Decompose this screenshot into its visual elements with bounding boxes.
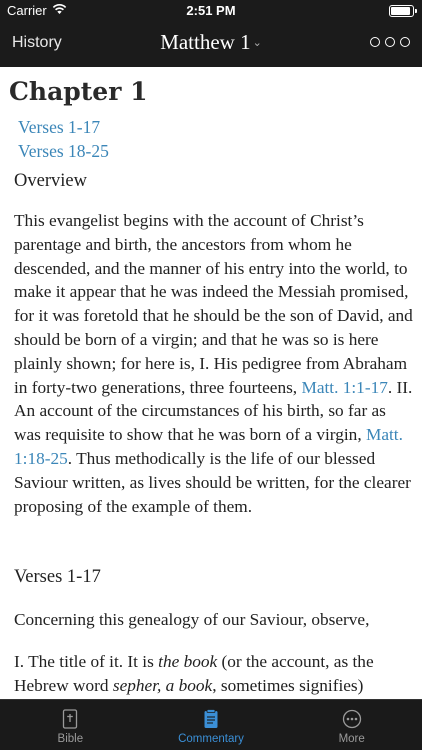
navigation-bar [0,22,422,66]
commentary-content[interactable] [0,67,422,699]
bible-book-icon[interactable] [62,709,78,732]
overview-text-1: This evangelist begins with the account of Christ’s parentage and birth, the ancestors from whom he descended, and the manner of his entry into the world, to make it appear that he was indeed the Messiah promised, for it was foretold that he should be the son of David, and should be born of a virgin; and that he was so is here plainly shown; for here is, I. His pedigree from Abraham in forty-two generations, three fourteens, [14,211,413,397]
status-bar [0,0,422,22]
tab-bar [0,699,422,750]
point-italic-1: the book [158,652,218,671]
point-text-3: , sometimes signifies) [212,675,364,695]
point-text-1: I. The title of it. It is [14,652,159,671]
history-button[interactable]: History [12,34,62,51]
overview-text-3: . Thus methodically is the life of our blessed Saviour written, as lives should be written, for the clearer proposing of the example of them. [14,448,411,516]
section-heading: Verses 1-17 [14,567,101,587]
chevron-down-icon[interactable]: ⌄ [252,36,262,49]
overview-paragraph [14,209,414,518]
tab-commentary-label[interactable]: Commentary [178,733,244,745]
tab-bible[interactable] [0,700,141,750]
tab-more[interactable] [281,700,422,750]
point-italic-2: sepher, a book [112,675,213,695]
point-text-2: (or the account, as the Hebrew word [14,652,374,695]
top-bar [0,0,422,67]
point-paragraph [14,650,414,698]
scripture-link-matt-1-1-17[interactable]: Matt. 1:1-17 [301,377,388,397]
tab-commentary[interactable] [141,700,282,750]
verse-link-1-17[interactable]: Verses 1-17 [18,117,101,137]
tab-more-label[interactable]: More [338,733,365,745]
chapter-title: Chapter 1 [9,77,148,106]
battery-icon [389,5,414,17]
more-circle-icon[interactable] [342,709,362,732]
title-selector[interactable] [0,30,422,55]
scripture-link-matt-1-18-25[interactable]: Matt. 1:18-25 [14,425,403,468]
overview-text-2: . II. An account of the circumstances of his birth, so far as was requisite to show that he was born of a virgin, [14,377,413,445]
tab-bible-label[interactable]: Bible [57,733,84,745]
intro-paragraph: Concerning this genealogy of our Saviour, observe, [14,610,370,629]
verse-link-18-25[interactable]: Verses 18-25 [18,141,109,161]
more-dots-icon[interactable] [370,37,410,47]
overview-heading: Overview [14,171,87,191]
commentary-notebook-icon[interactable] [203,709,219,732]
status-time: 2:51 PM [186,3,236,18]
page-title[interactable]: Matthew 1 [160,30,251,54]
carrier-label: Carrier [7,3,47,18]
